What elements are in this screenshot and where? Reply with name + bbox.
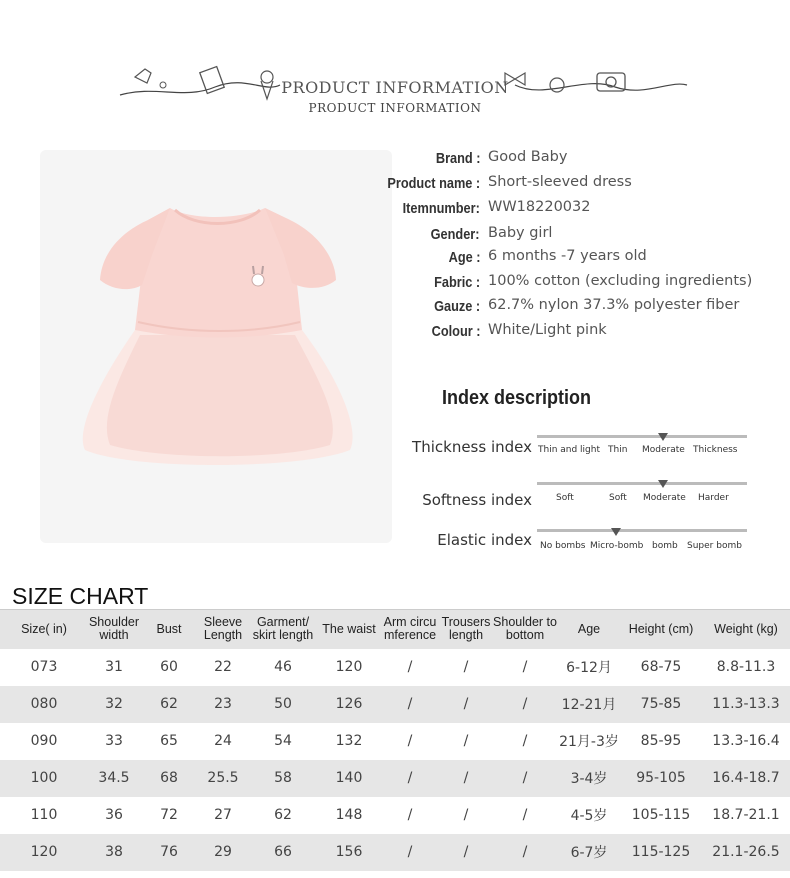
section-subtitle: PRODUCT INFORMATION <box>308 101 482 115</box>
table-cell: 132 <box>335 733 363 749</box>
index-option: Harder <box>698 493 729 503</box>
table-cell: / <box>407 733 413 749</box>
table-cell: 33 <box>105 733 123 749</box>
table-cell: / <box>492 686 558 723</box>
table-cell: 115-125 <box>620 834 702 871</box>
info-value: Baby girl <box>488 225 553 241</box>
info-value: WW18220032 <box>488 199 591 215</box>
table-cell: 110 <box>30 807 58 823</box>
table-cell: 16.4-18.7 <box>702 760 790 797</box>
table-cell: 72 <box>160 807 178 823</box>
column-header: Weight (kg) <box>702 610 790 649</box>
size-chart-table <box>0 609 790 871</box>
table-cell: 62 <box>140 686 198 723</box>
table-cell: 65 <box>160 733 178 749</box>
table-cell: 6-7岁 <box>558 834 620 871</box>
info-value: White/Light pink <box>488 322 607 338</box>
index-option: Thickness <box>693 445 738 455</box>
table-cell: 50 <box>248 686 318 723</box>
info-row-item-number <box>370 198 790 220</box>
size-chart-body <box>0 649 790 871</box>
table-cell: 54 <box>274 733 292 749</box>
info-row-colour <box>370 321 790 343</box>
table-cell: / <box>522 807 528 823</box>
table-cell: 32 <box>88 686 140 723</box>
table-cell: / <box>380 686 440 723</box>
table-row <box>0 760 790 797</box>
table-cell: 140 <box>318 760 380 797</box>
table-row <box>0 834 790 871</box>
table-cell: 8.8-11.3 <box>716 659 776 675</box>
index-option: Soft <box>556 493 574 503</box>
column-header: Arm circu mference <box>380 610 440 649</box>
index-marker-icon <box>658 433 668 441</box>
table-cell: / <box>492 834 558 871</box>
index-label: Elastic index <box>437 531 532 549</box>
table-row <box>0 723 790 760</box>
table-cell: 36 <box>105 807 123 823</box>
info-row-gender <box>370 224 790 246</box>
index-bar <box>537 435 747 438</box>
table-row <box>0 649 790 686</box>
column-header: Shoulder width <box>88 610 140 649</box>
table-cell: 31 <box>105 659 123 675</box>
info-row-product-name <box>370 173 790 195</box>
table-cell: 24 <box>214 733 232 749</box>
table-cell: / <box>522 733 528 749</box>
table-cell: 34.5 <box>88 760 140 797</box>
table-cell: 126 <box>318 686 380 723</box>
table-cell: 21月-3岁 <box>559 734 619 750</box>
info-label: Gender: <box>431 226 480 243</box>
section-title: PRODUCT INFORMATION <box>281 78 509 97</box>
table-cell: / <box>440 760 492 797</box>
info-label: Fabric : <box>433 274 480 291</box>
table-cell: / <box>463 807 469 823</box>
product-image <box>40 150 392 543</box>
table-cell: 29 <box>198 834 248 871</box>
table-cell: 100 <box>0 760 88 797</box>
table-cell: 18.7-21.1 <box>712 807 780 823</box>
index-option: Thin <box>608 445 628 455</box>
info-row-age <box>370 247 790 269</box>
table-cell: 85-95 <box>640 733 682 749</box>
table-cell: / <box>380 834 440 871</box>
table-cell: 68-75 <box>640 659 682 675</box>
index-option: bomb <box>652 541 678 551</box>
info-label: Age : <box>448 249 480 266</box>
index-option: Micro-bomb <box>590 541 644 551</box>
table-cell: 23 <box>198 686 248 723</box>
table-cell: 66 <box>248 834 318 871</box>
table-cell: 13.3-16.4 <box>712 733 780 749</box>
table-cell: / <box>492 760 558 797</box>
info-label: Colour : <box>431 323 480 340</box>
table-cell: 090 <box>30 733 58 749</box>
index-option: Moderate <box>643 493 686 503</box>
column-header: Bust <box>140 610 198 649</box>
table-cell: 76 <box>140 834 198 871</box>
table-cell: / <box>440 834 492 871</box>
table-cell: / <box>407 807 413 823</box>
table-cell: 95-105 <box>620 760 702 797</box>
table-row <box>0 797 790 834</box>
info-label: Itemnumber: <box>402 200 480 217</box>
table-cell: 58 <box>248 760 318 797</box>
index-option: No bombs <box>540 541 586 551</box>
index-option: Thin and light <box>538 445 601 455</box>
table-cell: 6-12月 <box>566 660 612 676</box>
table-cell: 38 <box>88 834 140 871</box>
dress-illustration <box>40 150 392 543</box>
table-header-row <box>0 610 790 649</box>
table-cell: 68 <box>140 760 198 797</box>
table-cell: 46 <box>274 659 292 675</box>
info-value: 100% cotton (excluding ingredients) <box>488 273 753 289</box>
table-cell: 148 <box>335 807 363 823</box>
table-cell: 22 <box>214 659 232 675</box>
index-option: Moderate <box>642 445 685 455</box>
info-label: Gauze : <box>433 298 480 315</box>
table-cell: / <box>522 659 528 675</box>
column-header: Shoulder to bottom <box>492 610 558 649</box>
table-cell: / <box>463 733 469 749</box>
column-header: Garment/ skirt length <box>248 610 318 649</box>
column-header: Height (cm) <box>620 610 702 649</box>
info-value: Short-sleeved dress <box>488 174 632 190</box>
table-cell: 4-5岁 <box>570 808 608 824</box>
table-cell: 105-115 <box>631 807 691 823</box>
table-cell: / <box>463 659 469 675</box>
size-chart-title: SIZE CHART <box>12 583 149 609</box>
index-bar <box>537 482 747 485</box>
table-cell: 12-21月 <box>558 686 620 723</box>
column-header: Sleeve Length <box>198 610 248 649</box>
index-option: Super bomb <box>687 541 742 551</box>
index-bar <box>537 529 747 532</box>
info-label: Product name : <box>387 175 480 192</box>
column-header: Trousers length <box>440 610 492 649</box>
index-description-title: Index description <box>442 387 592 409</box>
info-value: Good Baby <box>488 149 568 165</box>
info-row-brand <box>370 148 790 170</box>
column-header: Age <box>558 610 620 649</box>
info-row-fabric <box>370 272 790 294</box>
info-value: 62.7% nylon 37.3% polyester fiber <box>488 297 740 313</box>
index-label: Softness index <box>422 491 532 509</box>
table-cell: 120 <box>335 659 363 675</box>
info-label: Brand : <box>435 150 480 167</box>
table-cell: 073 <box>30 659 58 675</box>
table-cell: 60 <box>160 659 178 675</box>
table-cell: 3-4岁 <box>558 760 620 797</box>
table-cell: 156 <box>318 834 380 871</box>
info-row-gauze <box>370 296 790 318</box>
table-row <box>0 686 790 723</box>
index-marker-icon <box>611 528 621 536</box>
table-cell: 21.1-26.5 <box>702 834 790 871</box>
table-cell: 62 <box>274 807 292 823</box>
table-cell: / <box>440 686 492 723</box>
column-header: The waist <box>318 610 380 649</box>
table-cell: 25.5 <box>198 760 248 797</box>
table-cell: 75-85 <box>620 686 702 723</box>
table-cell: / <box>407 659 413 675</box>
index-label: Thickness index <box>412 438 532 456</box>
table-cell: / <box>380 760 440 797</box>
table-cell: 080 <box>0 686 88 723</box>
table-cell: 120 <box>0 834 88 871</box>
info-value: 6 months -7 years old <box>488 248 647 264</box>
table-cell: 27 <box>214 807 232 823</box>
product-info-header <box>0 0 790 130</box>
index-marker-icon <box>658 480 668 488</box>
table-cell: 11.3-13.3 <box>702 686 790 723</box>
index-option: Soft <box>609 493 627 503</box>
column-header: Size( in) <box>0 610 88 649</box>
